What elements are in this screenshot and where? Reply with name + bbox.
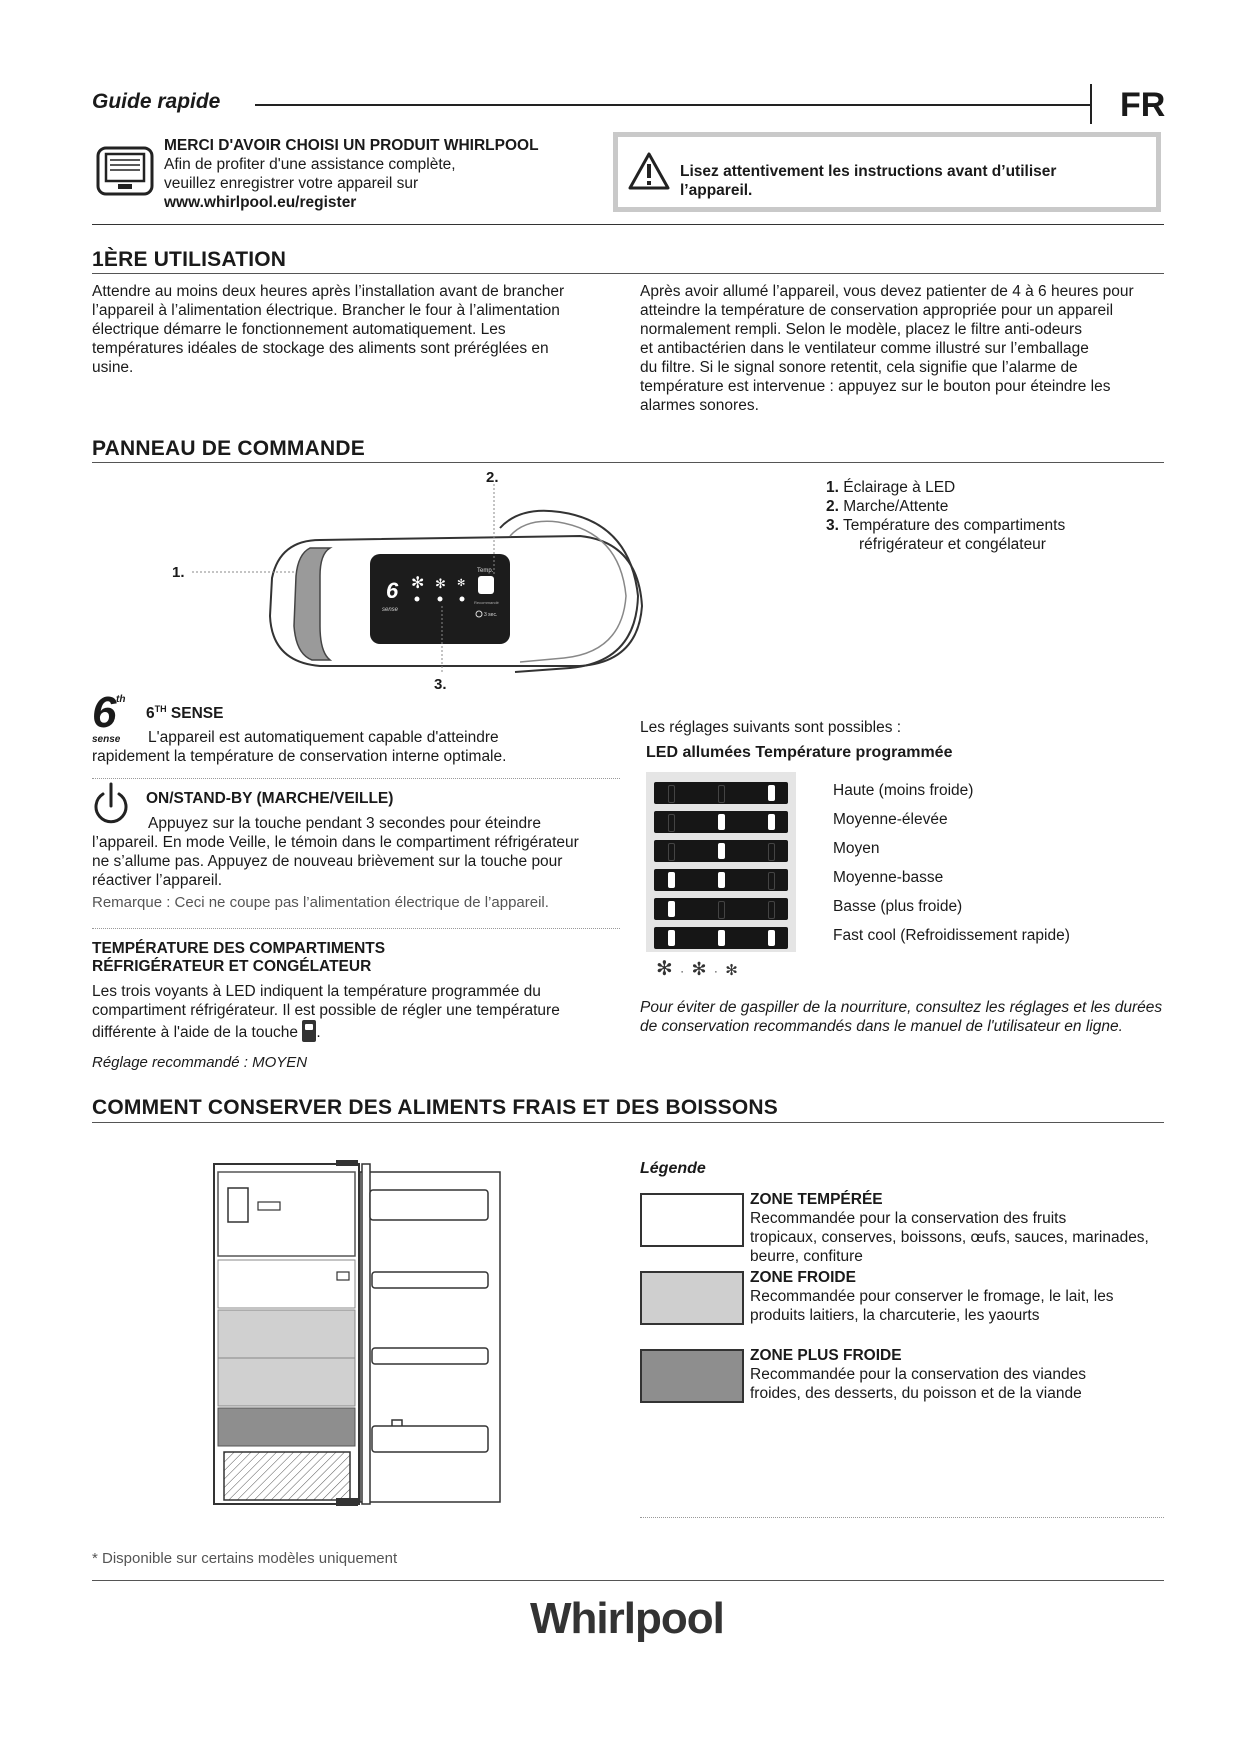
recommended-setting: Réglage recommandé : MOYEN	[92, 1054, 308, 1071]
panel-led	[415, 597, 420, 602]
text-line: Après avoir allumé l’appareil, vous devez patienter de 4 à 6 heures pour	[640, 283, 1134, 300]
availability-note: * Disponible sur certains modèles uniquement	[92, 1550, 398, 1567]
panel-snowflake-icon: ✻	[411, 575, 425, 592]
setting-label: Moyenne-élevée	[833, 811, 948, 828]
zone-text	[750, 1346, 1086, 1403]
temp-button-icon	[302, 1020, 316, 1042]
led-off	[668, 814, 675, 832]
led-on	[718, 872, 725, 888]
temp-section-title: TEMPÉRATURE DES COMPARTIMENTS RÉFRIGÉRATEUR ET CONGÉLATEUR	[92, 940, 386, 975]
snowflake-icon: ✻	[656, 958, 675, 980]
text-line: normalement rempli. Selon le modèle, placez le filtre anti-odeurs	[640, 321, 1082, 338]
text-line: tropicaux, conserves, boissons, œufs, sauces, marinades,	[750, 1229, 1149, 1246]
warning-text: l’appareil.	[680, 182, 753, 199]
setting-label: Haute (moins froide)	[833, 782, 974, 799]
first-use-title: 1ÈRE UTILISATION	[92, 248, 287, 271]
panel-led	[460, 597, 465, 602]
storage-title: COMMENT CONSERVER DES ALIMENTS FRAIS ET DES BOISSONS	[92, 1096, 778, 1119]
warning-icon	[628, 151, 670, 191]
intro-rule	[92, 224, 1164, 225]
led-row	[654, 840, 788, 862]
text-line: et antibactérien dans le ventilateur comme illustré sur l’emballage	[640, 340, 1089, 357]
panel-snowflake-icon: ✻	[457, 578, 466, 589]
guide-title: Guide rapide	[92, 90, 221, 113]
sixth-sense-logo	[92, 688, 130, 745]
setting-label: Basse (plus froide)	[833, 898, 963, 915]
text-line: Recommandée pour la conservation des fruits	[750, 1210, 1067, 1227]
settings-labels	[833, 781, 1070, 955]
text-line: différente à l'aide de la touche .	[92, 1020, 632, 1042]
header-rule	[255, 104, 1090, 106]
whirlpool-logo: Whirlpool	[530, 1594, 724, 1643]
led-off	[768, 901, 775, 919]
sixth-sense-desc: L'appareil est automatiquement capable d'atteindre	[148, 729, 499, 746]
divider	[92, 778, 620, 779]
control-panel-legend	[826, 478, 1065, 554]
led-off	[768, 843, 775, 861]
zone-swatch	[640, 1349, 744, 1403]
led-on	[718, 814, 725, 830]
onoff-desc: Appuyez sur la touche pendant 3 secondes pour éteindre	[148, 815, 541, 832]
led-on	[718, 843, 725, 859]
led-on	[718, 930, 725, 946]
led-table	[646, 772, 796, 952]
panel-snowflake-icon: ✻	[435, 576, 446, 591]
led-row	[654, 898, 788, 920]
text-line: froides, des desserts, du poisson et de la viande	[750, 1385, 1082, 1402]
led-off	[768, 872, 775, 890]
register-link[interactable]: www.whirlpool.eu/register	[164, 194, 357, 211]
led-on	[668, 872, 675, 888]
text-line: réactiver l’appareil.	[92, 872, 223, 889]
footer-rule	[92, 1580, 1164, 1581]
snowflake-icon: ✻	[725, 962, 740, 979]
callout-1: 1.	[172, 564, 185, 581]
setting-label: Moyen	[833, 840, 880, 857]
storage-rule	[92, 1122, 1164, 1123]
text-line: électrique démarre le fonctionnement automatiquement. Les	[92, 321, 506, 338]
text-line: de conservation recommandés dans le manuel de l'utilisateur en ligne.	[640, 1018, 1123, 1035]
settings-intro: Les réglages suivants sont possibles :	[640, 719, 902, 736]
zone-text	[750, 1190, 1149, 1266]
panel-led	[438, 597, 443, 602]
legend-item: 2. Marche/Attente	[826, 498, 949, 515]
zone-title: ZONE FROIDE	[750, 1269, 856, 1286]
control-panel-rule	[92, 462, 1164, 463]
legend-item-cont: réfrigérateur et congélateur	[859, 536, 1046, 553]
fridge-illustration	[212, 1160, 502, 1510]
led-off	[668, 843, 675, 861]
language-code: FR	[1120, 86, 1166, 124]
control-panel-title: PANNEAU DE COMMANDE	[92, 437, 365, 460]
callout-3: 3.	[434, 676, 447, 693]
sixth-sense-logo-word: sense	[92, 734, 121, 745]
text-line: usine.	[92, 359, 134, 376]
text-line: produits laitiers, la charcuterie, les yaourts	[750, 1307, 1040, 1324]
setting-label: Fast cool (Refroidissement rapide)	[833, 927, 1070, 944]
text-line: atteindre la température de conservation appropriée pour un appareil	[640, 302, 1114, 319]
snowflake-icon: ✻	[691, 959, 709, 979]
panel-hold-label: 3 sec.	[484, 612, 498, 618]
legend-item: 1. Éclairage à LED	[826, 479, 956, 496]
sixth-sense-desc: rapidement la température de conservation interne optimale.	[92, 748, 507, 765]
thanks-line: Afin de profiter d'une assistance complète,	[164, 156, 456, 173]
panel-6th-sense-digit: 6	[386, 578, 399, 603]
zone-text	[750, 1268, 1114, 1325]
temp-section-desc	[92, 982, 632, 1042]
text-line: Pour éviter de gaspiller de la nourriture, consultez les réglages et les durées	[640, 999, 1163, 1016]
setting-label: Moyenne-basse	[833, 869, 944, 886]
divider	[640, 1517, 1164, 1518]
text-line: l’appareil. En mode Veille, le témoin dans le compartiment réfrigérateur	[92, 834, 579, 851]
warning-box	[613, 132, 1161, 212]
first-use-right	[640, 282, 1170, 415]
text-line: Les trois voyants à LED indiquent la température programmée du	[92, 983, 541, 1000]
warning-text: Lisez attentivement les instructions avant d’utiliser	[680, 163, 1057, 180]
led-row	[654, 782, 788, 804]
first-use-left	[92, 282, 632, 377]
header-vertical-bar	[1090, 84, 1092, 124]
text-line: alarmes sonores.	[640, 397, 759, 414]
led-row	[654, 811, 788, 833]
power-icon	[92, 782, 130, 828]
sixth-sense-logo-sup: th	[116, 694, 126, 705]
onoff-note: Remarque : Ceci ne coupe pas l’alimentation électrique de l’appareil.	[92, 894, 549, 911]
text-line: température est intervenue : appuyez sur le bouton pour éteindre les	[640, 378, 1111, 395]
text-line: du filtre. Si le signal sonore retentit, cela signifie que l’alarme de	[640, 359, 1078, 376]
text-line: compartiment réfrigérateur. Il est possible de régler une température	[92, 1002, 560, 1019]
text-line: Recommandée pour conserver le fromage, le lait, les	[750, 1288, 1114, 1305]
legend-item: 3. Température des compartiments	[826, 517, 1066, 534]
led-off	[668, 785, 675, 803]
led-off	[718, 901, 725, 919]
thanks-title: MERCI D'AVOIR CHOISI UN PRODUIT WHIRLPOOL	[164, 137, 539, 154]
control-panel-illustration	[160, 466, 660, 696]
text-line: ne s’allume pas. Appuyez de nouveau brièvement sur la touche pour	[92, 853, 563, 870]
zone-title: ZONE PLUS FROIDE	[750, 1347, 902, 1364]
led-off	[718, 785, 725, 803]
sixth-sense-logo-digit: 6	[92, 688, 117, 737]
led-on	[668, 901, 675, 917]
panel-recommended: Recommandé	[474, 600, 499, 605]
zone-title: ZONE TEMPÉRÉE	[750, 1191, 883, 1208]
onoff-desc	[92, 833, 632, 890]
text-line: l’appareil à l’alimentation électrique. Brancher le four à l’alimentation	[92, 302, 560, 319]
monitor-icon	[96, 144, 154, 198]
callout-2: 2.	[486, 469, 499, 486]
settings-note	[640, 998, 1162, 1036]
text-line: Attendre au moins deux heures après l’installation avant de brancher	[92, 283, 565, 300]
panel-temp-label: Temp.	[477, 568, 494, 574]
led-on	[768, 785, 775, 801]
led-row	[654, 927, 788, 949]
sixth-sense-title: 6TH SENSE	[146, 704, 224, 723]
led-on	[668, 930, 675, 946]
onoff-title: ON/STAND-BY (MARCHE/VEILLE)	[146, 790, 394, 807]
zone-swatch	[640, 1271, 744, 1325]
led-on	[768, 814, 775, 830]
led-row	[654, 869, 788, 891]
legend-title: Légende	[640, 1160, 706, 1177]
led-snowflakes: ✻ · ✻ · ✻	[656, 958, 740, 980]
led-on	[768, 930, 775, 946]
panel-sense-word: sense	[382, 607, 399, 613]
divider	[92, 928, 620, 929]
first-use-rule	[92, 273, 1164, 274]
settings-header: LED allumées Température programmée	[646, 744, 953, 761]
text-line: températures idéales de stockage des aliments sont préréglées en	[92, 340, 549, 357]
zone-swatch	[640, 1193, 744, 1247]
thanks-block	[164, 136, 539, 212]
text-line: beurre, confiture	[750, 1248, 863, 1265]
panel-temp-button[interactable]	[478, 576, 494, 594]
thanks-line: veuillez enregistrer votre appareil sur	[164, 175, 419, 192]
text-line: Recommandée pour la conservation des viandes	[750, 1366, 1087, 1383]
